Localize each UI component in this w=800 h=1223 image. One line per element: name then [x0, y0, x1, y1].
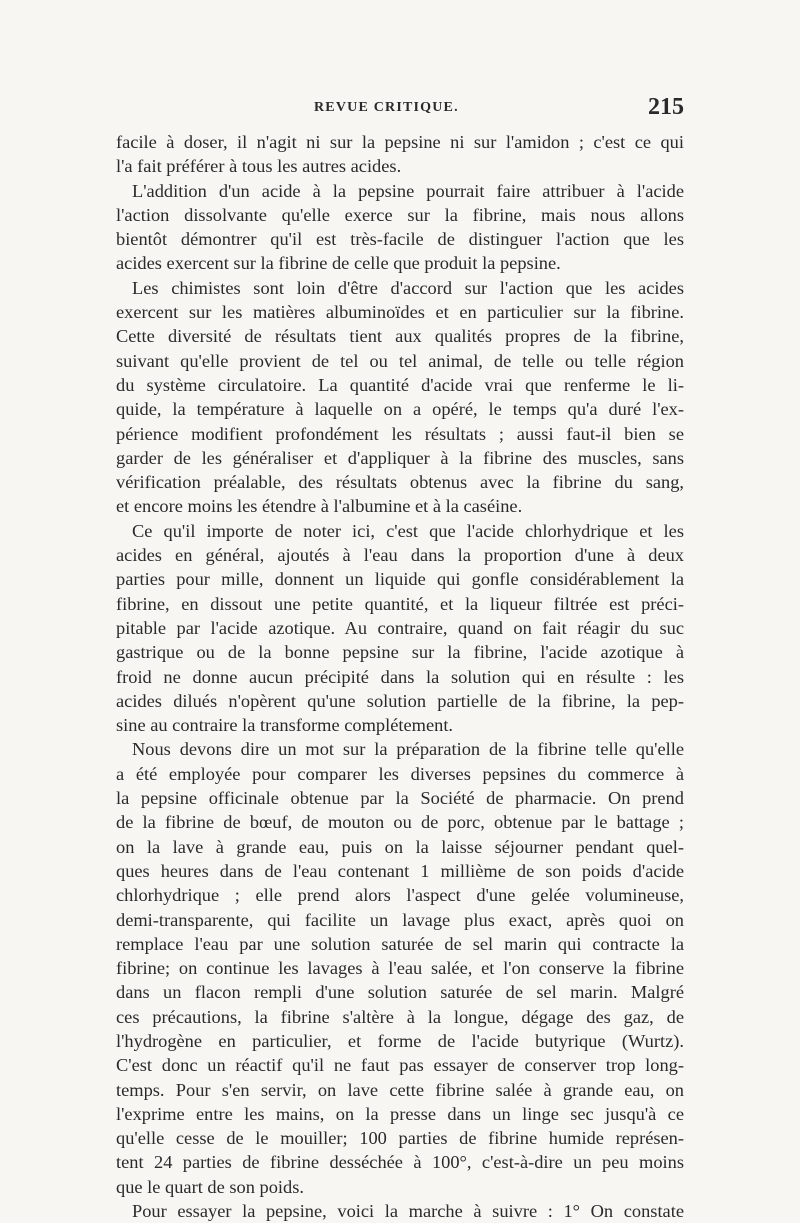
text-line: remplace l'eau par une solution saturée de sel marin qui contracte la	[116, 933, 684, 954]
text-line: chlorhydrique ; elle prend alors l'aspect d'une gelée volumineuse,	[116, 885, 684, 906]
text-line: l'exprime entre les mains, on la presse dans un linge sec jusqu'à ce	[116, 1103, 684, 1124]
text-line: demi-transparente, qui facilite un lavage plus exact, après quoi on	[116, 909, 684, 930]
text-line: garder de les généraliser et d'appliquer à la fibrine des muscles, sans	[116, 447, 684, 468]
text-line: Pour essayer la pepsine, voici la marche à suivre : 1° On constate	[132, 1201, 684, 1222]
text-line: fibrine; on continue les lavages à l'eau salée, et l'on conserve la fibrine	[116, 958, 684, 979]
text-line: L'addition d'un acide à la pepsine pourrait faire attribuer à l'acide	[132, 180, 684, 201]
text-line: bientôt démontrer qu'il est très-facile de distinguer l'action que les	[116, 229, 684, 250]
text-line: Nous devons dire un mot sur la préparation de la fibrine telle qu'elle	[132, 739, 684, 760]
text-line: l'hydrogène en particulier, et forme de l'acide butyrique (Wurtz).	[116, 1030, 684, 1051]
text-line: que le quart de son poids.	[116, 1176, 304, 1197]
text-line: dans un flacon rempli d'une solution saturée de sel marin. Malgré	[116, 982, 684, 1003]
running-head: REVUE CRITIQUE.	[314, 100, 459, 115]
text-line: qu'elle cesse de le mouiller; 100 parties de fibrine humide représen-	[116, 1128, 684, 1149]
text-line: sine au contraire la transforme complétement.	[116, 715, 454, 736]
text-line: vérification préalable, des résultats obtenus avec la fibrine du sang,	[116, 472, 684, 493]
text-line: périence modifient profondément les résultats ; aussi faut-il bien se	[116, 423, 684, 444]
text-line: acides dilués n'opèrent qu'une solution partielle de la fibrine, la pep-	[116, 690, 684, 711]
body-text	[116, 130, 684, 1223]
text-line: Ce qu'il importe de noter ici, c'est que l'acide chlorhydrique et les	[132, 520, 684, 541]
text-line: acides exercent sur la fibrine de celle que produit la pepsine.	[116, 253, 561, 274]
text-line: quide, la température à laquelle on a opéré, le temps qu'a duré l'ex-	[116, 399, 684, 420]
page-header	[116, 94, 684, 124]
text-line: suivant qu'elle provient de tel ou tel animal, de telle ou telle région	[116, 350, 684, 371]
text-line: C'est donc un réactif qu'il ne faut pas essayer de conserver trop long-	[116, 1055, 684, 1076]
page-number: 215	[648, 94, 684, 120]
text-line: fibrine, en dissout une petite quantité, et la liqueur filtrée est préci-	[116, 593, 684, 614]
text-line: exercent sur les matières albuminoïdes et en particulier sur la fibrine.	[116, 302, 684, 323]
text-line: de la fibrine de bœuf, de mouton ou de porc, obtenue par le battage ;	[116, 812, 684, 833]
text-line: la pepsine officinale obtenue par la Société de pharmacie. On prend	[116, 788, 684, 809]
text-line: gastrique ou de la bonne pepsine sur la fibrine, l'acide azotique à	[116, 642, 684, 663]
text-line: Cette diversité de résultats tient aux qualités propres de la fibrine,	[116, 326, 684, 347]
text-line: parties pour mille, donnent un liquide qui gonfle considérablement la	[116, 569, 684, 590]
text-line: l'a fait préférer à tous les autres acides.	[116, 156, 402, 177]
text-line: pitable par l'acide azotique. Au contraire, quand on fait réagir du suc	[116, 617, 684, 638]
text-line: on la lave à grande eau, puis on la laisse séjourner pendant quel-	[116, 836, 684, 857]
text-line: l'action dissolvante qu'elle exerce sur la fibrine, mais nous allons	[116, 204, 684, 225]
text-line: acides en général, ajoutés à l'eau dans la proportion d'une à deux	[116, 545, 684, 566]
text-line: Les chimistes sont loin d'être d'accord sur l'action que les acides	[132, 277, 684, 298]
text-line: a été employée pour comparer les diverses pepsines du commerce à	[116, 763, 684, 784]
text-line: facile à doser, il n'agit ni sur la pepsine ni sur l'amidon ; c'est ce qui	[116, 132, 684, 152]
text-line: froid ne donne aucun précipité dans la solution qui en résulte : les	[116, 666, 684, 687]
text-line: temps. Pour s'en servir, on lave cette fibrine salée à grande eau, on	[116, 1079, 684, 1100]
text-line: du système circulatoire. La quantité d'acide vrai que renferme le li-	[116, 374, 684, 395]
text-line: ques heures dans de l'eau contenant 1 millième de son poids d'acide	[116, 860, 684, 881]
text-line: ces précautions, la fibrine s'altère à la longue, dégage des gaz, de	[116, 1006, 684, 1027]
text-line: et encore moins les étendre à l'albumine et à la caséine.	[116, 496, 523, 517]
text-line: tent 24 parties de fibrine desséchée à 100°, c'est-à-dire un peu moins	[116, 1152, 684, 1173]
